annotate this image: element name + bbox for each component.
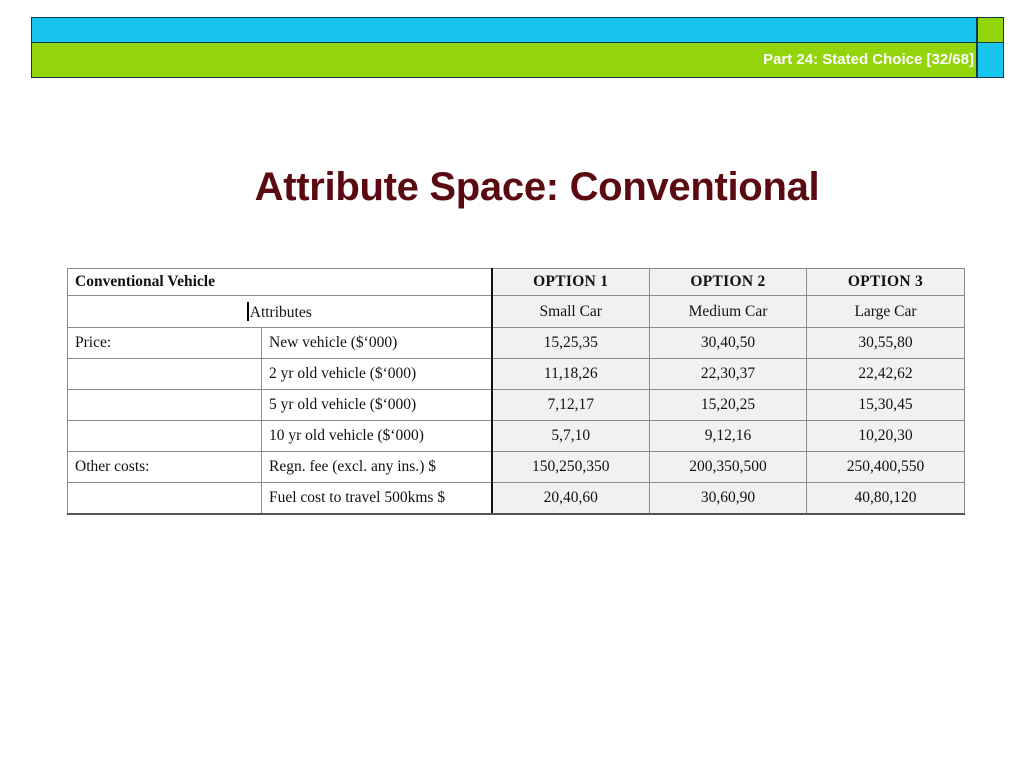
row-value-option-1: 15,25,35: [492, 328, 650, 359]
row-value-option-3: 250,400,550: [807, 452, 965, 483]
row-value-option-3: 22,42,62: [807, 359, 965, 390]
row-value-option-1: 150,250,350: [492, 452, 650, 483]
row-value-option-1: 11,18,26: [492, 359, 650, 390]
row-group-label: Price:: [68, 328, 262, 359]
header-bar-top: [31, 17, 977, 43]
row-group-label: [68, 483, 262, 514]
table-row: [68, 359, 965, 390]
attributes-label: Attributes: [249, 303, 312, 321]
row-value-option-2: 30,40,50: [650, 328, 807, 359]
option-3-subheader: Large Car: [807, 296, 965, 328]
slide-title: Attribute Space: Conventional: [254, 165, 820, 209]
header-corner-bottom: [977, 43, 1004, 78]
option-2-subheader: Medium Car: [650, 296, 807, 328]
corner-label: Conventional Vehicle: [68, 269, 492, 296]
table-subheader-row: [68, 296, 965, 328]
text-cursor: [247, 302, 249, 321]
option-1-subheader: Small Car: [492, 296, 650, 328]
row-value-option-3: 40,80,120: [807, 483, 965, 514]
option-1-header: OPTION 1: [492, 269, 650, 296]
row-value-option-3: 30,55,80: [807, 328, 965, 359]
table-row: [68, 421, 965, 452]
row-attribute-label: Fuel cost to travel 500kms $: [262, 483, 492, 514]
attribute-table: [67, 268, 965, 515]
row-value-option-1: 20,40,60: [492, 483, 650, 514]
row-value-option-2: 22,30,37: [650, 359, 807, 390]
row-value-option-3: 10,20,30: [807, 421, 965, 452]
table-row: [68, 452, 965, 483]
row-value-option-1: 5,7,10: [492, 421, 650, 452]
row-attribute-label: Regn. fee (excl. any ins.) $: [262, 452, 492, 483]
row-attribute-label: 10 yr old vehicle ($‘000): [262, 421, 492, 452]
table-row: [68, 390, 965, 421]
table-row: [68, 328, 965, 359]
header-corner-top: [977, 17, 1004, 43]
row-value-option-1: 7,12,17: [492, 390, 650, 421]
table-row: [68, 483, 965, 514]
option-2-header: OPTION 2: [650, 269, 807, 296]
row-group-label: [68, 421, 262, 452]
row-attribute-label: 2 yr old vehicle ($‘000): [262, 359, 492, 390]
row-value-option-3: 15,30,45: [807, 390, 965, 421]
row-group-label: Other costs:: [68, 452, 262, 483]
row-value-option-2: 30,60,90: [650, 483, 807, 514]
row-value-option-2: 200,350,500: [650, 452, 807, 483]
row-group-label: [68, 359, 262, 390]
row-attribute-label: New vehicle ($‘000): [262, 328, 492, 359]
option-3-header: OPTION 3: [807, 269, 965, 296]
row-group-label: [68, 390, 262, 421]
attributes-label-cell: [68, 296, 492, 328]
row-attribute-label: 5 yr old vehicle ($‘000): [262, 390, 492, 421]
slide-label: Part 24: Stated Choice [32/68]: [763, 51, 974, 68]
row-value-option-2: 9,12,16: [650, 421, 807, 452]
row-value-option-2: 15,20,25: [650, 390, 807, 421]
table-header-row: [68, 269, 965, 296]
